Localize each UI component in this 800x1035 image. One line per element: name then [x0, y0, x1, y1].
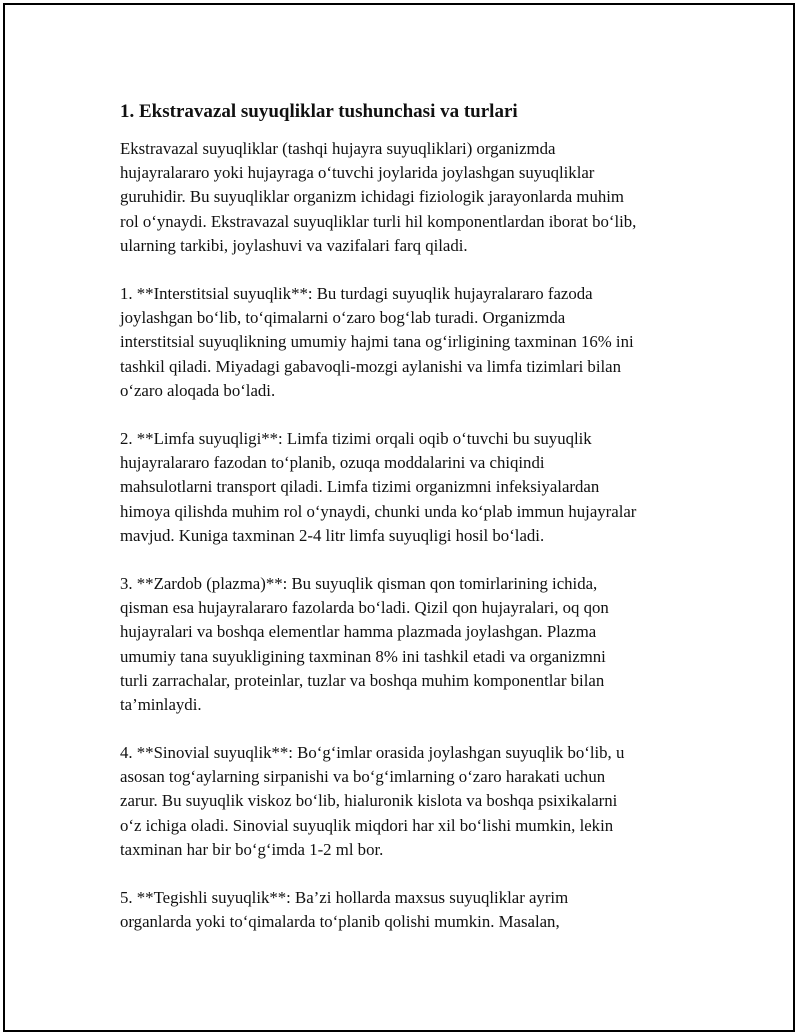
- text-line: himoya qilishda muhim rol o‘ynaydi, chunki unda ko‘plab immun hujayralar: [120, 501, 637, 521]
- related-fluid-paragraph: [120, 886, 700, 936]
- interstitial-paragraph: [120, 282, 700, 427]
- text-line: taxminan har bir bo‘g‘imda 1-2 ml bor.: [120, 839, 384, 859]
- text-line: rol o‘ynaydi. Ekstravazal suyuqliklar turli hil komponentlardan iborat bo‘lib,: [120, 211, 637, 231]
- lymph-paragraph: [120, 427, 700, 572]
- synovial-paragraph: [120, 741, 700, 886]
- text-line: ta’minlaydi.: [120, 694, 202, 714]
- text-line: interstitsial suyuqlikning umumiy hajmi tana og‘irligining taxminan 16% ini: [120, 332, 634, 352]
- text-line: Ekstravazal suyuqliklar (tashqi hujayra suyuqliklari) organizmda: [120, 139, 556, 158]
- text-line: o‘zaro aloqada bo‘ladi.: [120, 380, 276, 400]
- text-line: mahsulotlarni transport qiladi. Limfa tizimi organizmni infeksiyalardan: [120, 477, 600, 497]
- text-line: ularning tarkibi, joylashuvi va vazifalari farq qiladi.: [120, 235, 468, 255]
- text-line: tashkil qiladi. Miyadagi gabavoqli-mozgi aylanishi va limfa tizimlari bilan: [120, 356, 621, 376]
- text-line: guruhidir. Bu suyuqliklar organizm ichidagi fiziologik jarayonlarda muhim: [120, 187, 624, 207]
- text-line: hujayralari va boshqa elementlar hamma plazmada joylashgan. Plazma: [120, 622, 597, 642]
- text-line: hujayralararo yoki hujayraga o‘tuvchi joylarida joylashgan suyuqliklar: [120, 163, 595, 183]
- page-title: 1. Ekstravazal suyuqliklar tushunchasi va turlari: [120, 101, 518, 122]
- text-line: asosan tog‘aylarning sirpanishi va bo‘g‘imlarning o‘zaro harakati uchun: [120, 767, 606, 787]
- text-line: 2. **Limfa suyuqligi**: Limfa tizimi orqali oqib o‘tuvchi bu suyuqlik: [120, 429, 592, 448]
- text-line: 1. **Interstitsial suyuqlik**: Bu turdagi suyuqlik hujayralararo fazoda: [120, 284, 593, 303]
- document-body: [120, 100, 700, 936]
- page-frame: [3, 3, 795, 1032]
- text-line: qisman esa hujayralararo fazolarda bo‘ladi. Qizil qon hujayralari, oq qon: [120, 598, 609, 618]
- plasma-paragraph: [120, 572, 700, 741]
- text-line: turli zarrachalar, proteinlar, tuzlar va boshqa muhim komponentlar bilan: [120, 670, 605, 690]
- text-line: 4. **Sinovial suyuqlik**: Bo‘g‘imlar orasida joylashgan suyuqlik bo‘lib, u: [120, 743, 625, 762]
- text-line: o‘z ichiga oladi. Sinovial suyuqlik miqdori har xil bo‘lishi mumkin, lekin: [120, 815, 614, 835]
- intro-paragraph: [120, 137, 700, 282]
- text-line: organlarda yoki to‘qimalarda to‘planib qolishi mumkin. Masalan,: [120, 912, 560, 932]
- text-line: hujayralararo fazodan to‘planib, ozuqa moddalarini va chiqindi: [120, 453, 545, 473]
- text-line: joylashgan bo‘lib, to‘qimalarni o‘zaro bog‘lab turadi. Organizmda: [120, 308, 566, 328]
- text-line: 3. **Zardob (plazma)**: Bu suyuqlik qisman qon tomirlarining ichida,: [120, 574, 598, 593]
- text-line: umumiy tana suyukligining taxminan 8% ini tashkil etadi va organizmni: [120, 646, 606, 666]
- text-line: 5. **Tegishli suyuqlik**: Ba’zi hollarda maxsus suyuqliklar ayrim: [120, 888, 569, 907]
- text-line: mavjud. Kuniga taxminan 2-4 litr limfa suyuqligi hosil bo‘ladi.: [120, 525, 545, 545]
- text-line: zarur. Bu suyuqlik viskoz bo‘lib, hialuronik kislota va boshqa psixikalarni: [120, 791, 618, 811]
